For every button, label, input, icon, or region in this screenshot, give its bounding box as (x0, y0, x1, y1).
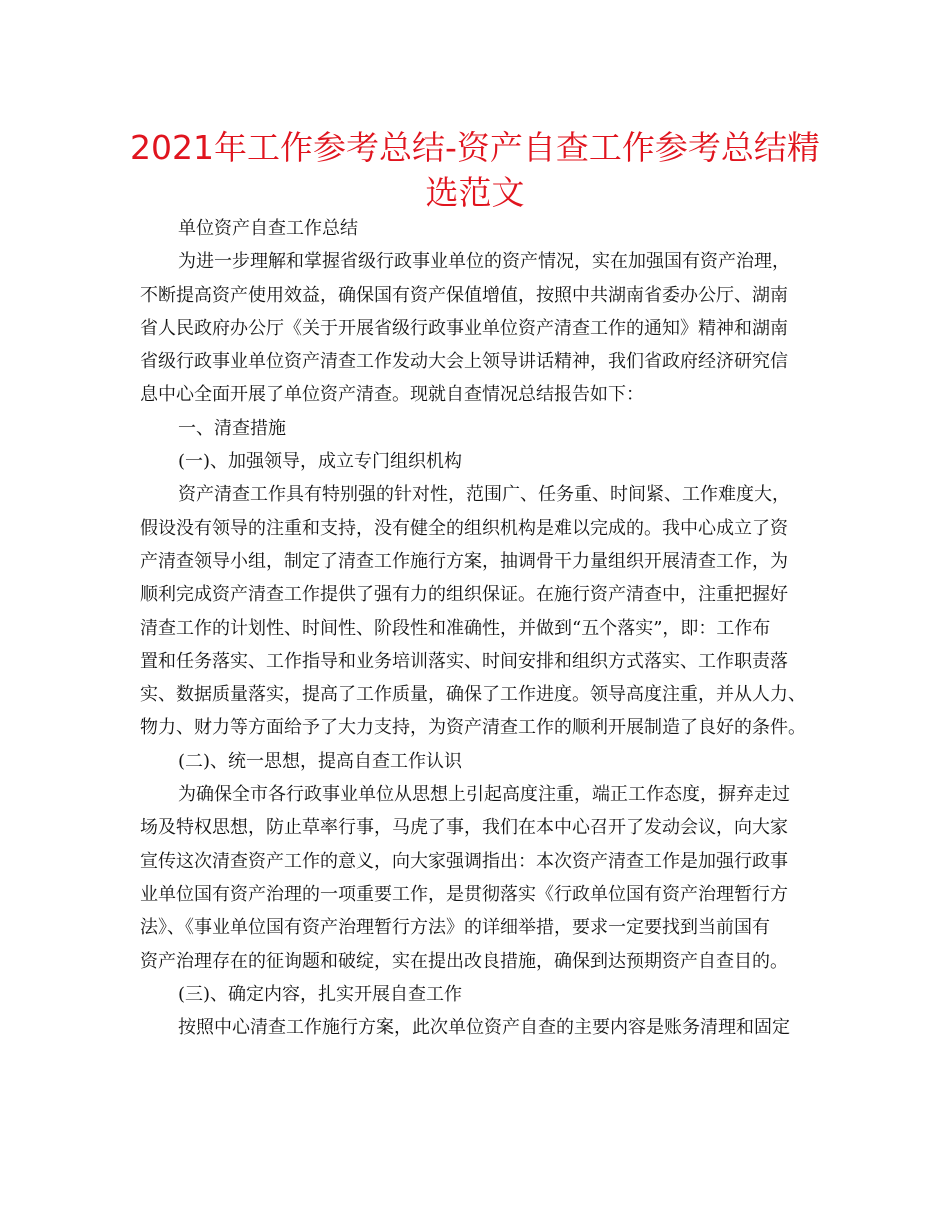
document-title-line-2: 选范文 (425, 173, 525, 212)
body-line: 单位资产自查工作总结 (178, 218, 358, 239)
body-line: 省人民政府办公厅《关于开展省级行政事业单位资产清查工作的通知》精神和湖南 (140, 317, 788, 339)
body-line: 为确保全市各行政事业单位从思想上引起高度注重，端正工作态度，摒弃走过 (178, 784, 790, 806)
body-line: 置和任务落实、工作指导和业务培训落实、时间安排和组织方式落实、工作职责落 (140, 650, 788, 672)
document-title-line-1: 2021年工作参考总结-资产自查工作参考总结精 (130, 128, 820, 167)
body-line: 业单位国有资产治理的一项重要工作，是贯彻落实《行政单位国有资产治理暂行方 (140, 883, 788, 905)
document-body (140, 212, 820, 1044)
body-line: 按照中心清查工作施行方案，此次单位资产自查的主要内容是账务清理和固定 (178, 1017, 790, 1039)
body-line: 实、数据质量落实，提高了工作质量，确保了工作进度。领导高度注重，并从人力、 (140, 684, 806, 706)
body-line: 物力、财力等方面给予了大力支持，为资产清查工作的顺利开展制造了良好的条件。 (140, 717, 806, 739)
body-line: (二)、统一思想，提高自查工作认识 (178, 750, 463, 772)
body-line: 省级行政事业单位资产清查工作发动大会上领导讲话精神，我们省政府经济研究信 (140, 351, 788, 373)
body-line: 产清查领导小组，制定了清查工作施行方案，抽调骨干力量组织开展清查工作，为 (140, 550, 788, 572)
body-line: (一)、加强领导，成立专门组织机构 (178, 451, 463, 473)
body-line: 宣传这次清查资产工作的意义，向大家强调指出：本次资产清查工作是加强行政事 (140, 850, 788, 872)
body-line: (三)、确定内容，扎实开展自查工作 (178, 983, 463, 1005)
body-line: 假设没有领导的注重和支持，没有健全的组织机构是难以完成的。我中心成立了资 (140, 517, 788, 539)
body-line: 一、清查措施 (178, 417, 286, 439)
body-line: 息中心全面开展了单位资产清查。现就自查情况总结报告如下： (140, 384, 644, 406)
body-line: 清查工作的计划性、时间性、阶段性和准确性，并做到“五个落实”，即：工作布 (140, 617, 771, 639)
body-line: 资产治理存在的征询题和破绽，实在提出改良措施，确保到达预期资产自查目的。 (140, 950, 788, 972)
body-line: 为进一步理解和掌握省级行政事业单位的资产情况，实在加强国有资产治理， (178, 251, 790, 273)
body-line: 资产清查工作具有特别强的针对性，范围广、任务重、时间紧、工作难度大， (178, 484, 790, 506)
body-line: 不断提高资产使用效益，确保国有资产保值增值，按照中共湖南省委办公厅、湖南 (140, 284, 788, 306)
body-line: 顺利完成资产清查工作提供了强有力的组织保证。在施行资产清查中，注重把握好 (140, 584, 788, 606)
body-line: 法》、《事业单位国有资产治理暂行方法》的详细举措，要求一定要找到当前国有 (140, 917, 770, 939)
body-line: 场及特权思想，防止草率行事，马虎了事，我们在本中心召开了发动会议，向大家 (140, 817, 788, 839)
